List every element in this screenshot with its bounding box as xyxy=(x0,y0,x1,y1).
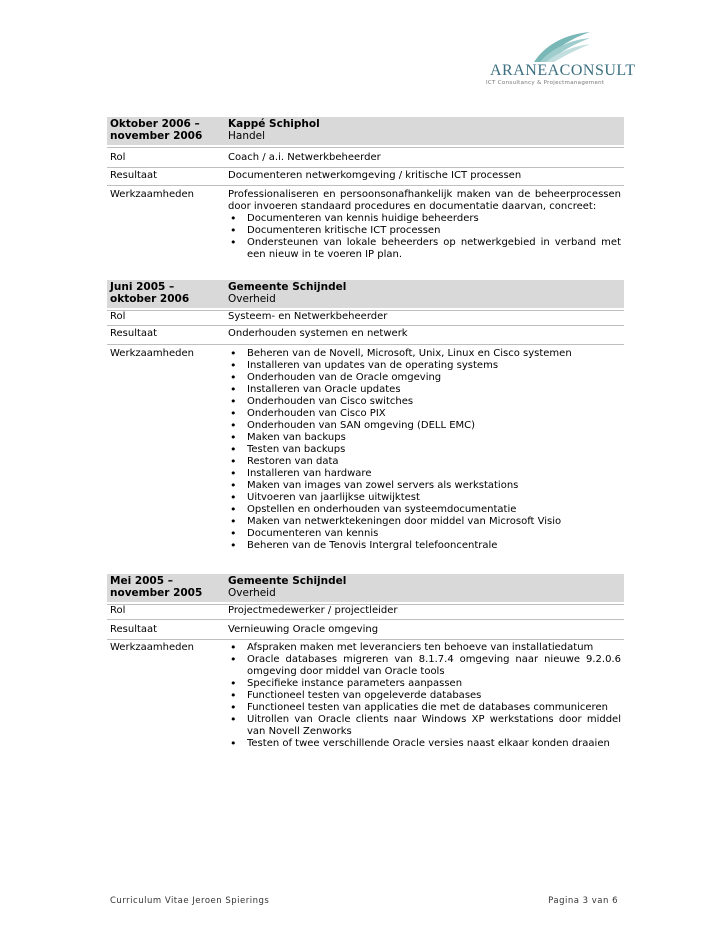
list-item: • Documenteren kritische ICT processen xyxy=(228,225,621,237)
list-item: • Beheren van de Novell, Microsoft, Unix, Linux en Cisco systemen xyxy=(228,348,621,360)
list-item: • Functioneel testen van opgeleverde databases xyxy=(228,690,621,702)
resultaat-label: Resultaat xyxy=(110,624,158,635)
employer-name: Gemeente Schijndel xyxy=(228,575,347,587)
werkzaamheden-list xyxy=(228,642,621,750)
list-item: • Oracle databases migreren van 8.1.7.4 omgeving naar nieuwe 9.2.0.6 omgeving door middel van Oracle tools xyxy=(228,654,621,678)
section-header xyxy=(107,574,624,602)
list-item: • Testen of twee verschillende Oracle versies naast elkaar konden draaien xyxy=(228,738,621,750)
rol-value: Systeem- en Netwerkbeheerder xyxy=(228,311,388,322)
werkzaamheden-list xyxy=(228,213,621,261)
experience-section-2 xyxy=(107,280,624,551)
resultaat-label: Resultaat xyxy=(110,170,158,181)
employer xyxy=(228,281,346,305)
section-header xyxy=(107,117,624,145)
experience-section-1 xyxy=(107,117,624,260)
period-start: Mei 2005 – xyxy=(110,575,173,587)
employer-name: Gemeente Schijndel xyxy=(228,281,347,293)
rol-value: Projectmedewerker / projectleider xyxy=(228,605,398,616)
period-start: Juni 2005 – xyxy=(110,281,175,293)
list-item: • Uitrollen van Oracle clients naar Windows XP werkstations door middel van Novell Zenworks xyxy=(228,714,621,738)
resultaat-value: Documenteren netwerkomgeving / kritische ICT processen xyxy=(228,170,522,181)
list-item: • Installeren van Oracle updates xyxy=(228,384,621,396)
list-item: • Maken van backups xyxy=(228,432,621,444)
list-item: • Installeren van hardware xyxy=(228,468,621,480)
period xyxy=(110,118,222,142)
list-item: • Maken van images van zowel servers als werkstations xyxy=(228,480,621,492)
period-start: Oktober 2006 – xyxy=(110,118,200,130)
werkzaamheden-list xyxy=(228,348,621,552)
list-item: • Restoren van data xyxy=(228,456,621,468)
list-item: • Afspraken maken met leveranciers ten behoeve van installatiedatum xyxy=(228,642,621,654)
werkzaamheden-label: Werkzaamheden xyxy=(110,348,194,359)
resultaat-label: Resultaat xyxy=(110,328,158,339)
rol-label: Rol xyxy=(110,311,126,322)
logo-wave-icon xyxy=(532,26,592,66)
list-item: • Testen van backups xyxy=(228,444,621,456)
employer xyxy=(228,118,320,142)
resultaat-value: Vernieuwing Oracle omgeving xyxy=(228,624,379,635)
werkzaamheden-value xyxy=(228,189,621,261)
werkzaamheden-label: Werkzaamheden xyxy=(110,189,194,200)
period-end: oktober 2006 xyxy=(110,293,190,305)
werkzaamheden-value xyxy=(228,348,621,552)
list-item: • Installeren van updates van de operating systems xyxy=(228,360,621,372)
employer-sector: Handel xyxy=(228,130,266,142)
werkzaamheden-intro: Professionaliseren en persoonsonafhankelijk maken van de beheerprocessen door invoeren standaard procedures en documentatie daarvan, concreet: xyxy=(228,189,621,212)
employer xyxy=(228,575,346,599)
period xyxy=(110,281,222,305)
footer-document-title: Curriculum Vitae Jeroen Spierings xyxy=(110,896,270,906)
list-item: • Onderhouden van SAN omgeving (DELL EMC) xyxy=(228,420,621,432)
list-item: • Specifieke instance parameters aanpassen xyxy=(228,678,621,690)
employer-sector: Overheid xyxy=(228,587,276,599)
experience-section-3 xyxy=(107,574,624,749)
list-item: • Functioneel testen van applicaties die met de databases communiceren xyxy=(228,702,621,714)
list-item: • Maken van netwerktekeningen door middel van Microsoft Visio xyxy=(228,516,621,528)
rol-value: Coach / a.i. Netwerkbeheerder xyxy=(228,152,381,163)
period-end: november 2005 xyxy=(110,587,203,599)
page-footer xyxy=(110,896,618,906)
rol-label: Rol xyxy=(110,152,126,163)
aranea-consult-logo xyxy=(484,26,636,98)
werkzaamheden-label: Werkzaamheden xyxy=(110,642,194,653)
list-item: • Opstellen en onderhouden van systeemdocumentatie xyxy=(228,504,621,516)
list-item: • Ondersteunen van lokale beheerders op netwerkgebied in verband met een nieuw in te voeren IP plan. xyxy=(228,237,621,261)
employer-sector: Overheid xyxy=(228,293,276,305)
list-item: • Onderhouden van Cisco PIX xyxy=(228,408,621,420)
period-end: november 2006 xyxy=(110,130,203,142)
list-item: • Documenteren van kennis xyxy=(228,528,621,540)
resultaat-value: Onderhouden systemen en netwerk xyxy=(228,328,408,339)
list-item: • Beheren van de Tenovis Intergral telefooncentrale xyxy=(228,540,621,552)
rol-label: Rol xyxy=(110,605,126,616)
list-item: • Documenteren van kennis huidige beheerders xyxy=(228,213,621,225)
logo-tagline: ICT Consultancy & Projectmanagement xyxy=(486,80,605,86)
list-item: • Onderhouden van de Oracle omgeving xyxy=(228,372,621,384)
logo-name: ARANEACONSULT xyxy=(490,62,636,79)
period xyxy=(110,575,222,599)
footer-page-number: Pagina 3 van 6 xyxy=(548,896,618,906)
list-item: • Onderhouden van Cisco switches xyxy=(228,396,621,408)
list-item: • Uitvoeren van jaarlijkse uitwijktest xyxy=(228,492,621,504)
section-header xyxy=(107,280,624,308)
werkzaamheden-value xyxy=(228,642,621,750)
employer-name: Kappé Schiphol xyxy=(228,118,320,130)
